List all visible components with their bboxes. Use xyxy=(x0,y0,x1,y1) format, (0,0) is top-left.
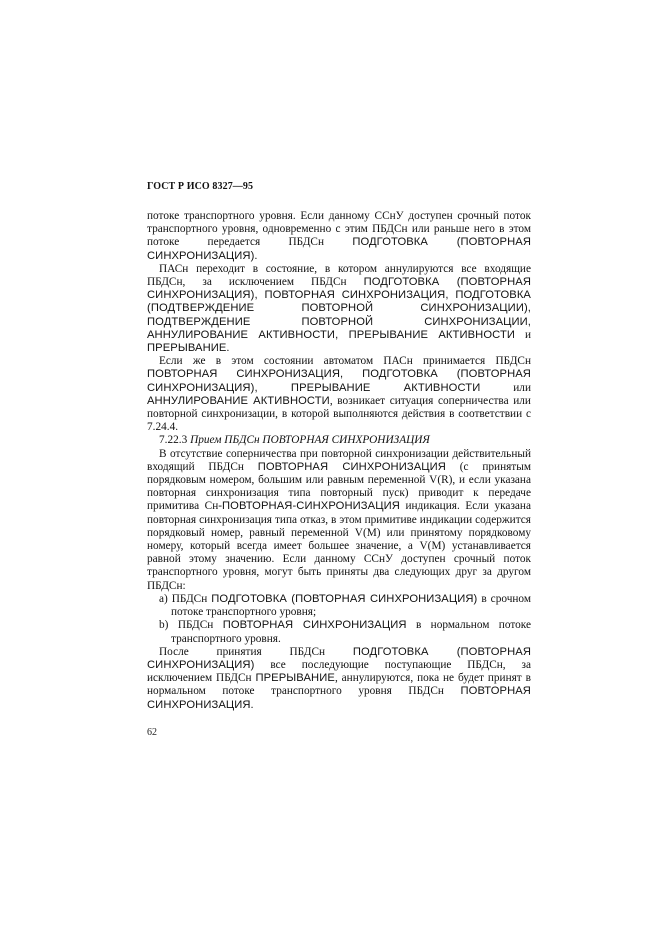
section-number: 7.22.3 xyxy=(159,434,188,447)
caps-term: ПОВТОРНАЯ СИНХРОНИЗАЦИЯ xyxy=(222,619,407,632)
list-marker: a) xyxy=(159,592,168,605)
document-body xyxy=(147,210,531,712)
text-run: в нормальном потоке транспортного уровня. xyxy=(171,619,532,645)
caps-term: АННУЛИРОВАНИЕ АКТИВНОСТИ xyxy=(147,394,330,407)
text-run: , возникает ситуация соперничества или повторной синхронизации, в которой выполняются действия в соответствии с 7.24.4. xyxy=(147,394,531,434)
caps-term: ПОВТОРНАЯ СИНХРОНИЗАЦИЯ xyxy=(257,460,446,473)
paragraph-3 xyxy=(147,355,531,434)
caps-term: ПОДГОТОВКА (ПОВТОРНАЯ СИНХРОНИЗАЦИЯ) xyxy=(211,592,478,605)
paragraph-final xyxy=(147,646,531,712)
text-run: индикация. Если указана повторная синхронизация типа отказ, в этом примитиве индикации содержится порядковый номер, равный переменной V(M) или принятому порядковому номеру, который всегда имеет большее значение, а V(M) устанавливается равной этому значению. Если данному ССнУ доступен срочный поток транспортного уровня, могут быть приняты два следующих друг за другом ПБДСн: xyxy=(147,500,531,592)
text-run: ПБДСн xyxy=(171,592,212,605)
paragraph-4 xyxy=(147,448,531,593)
text-run: или xyxy=(480,381,531,394)
text-run: . xyxy=(226,342,230,355)
list-item xyxy=(147,619,531,645)
caps-term: ПОВТОРНАЯ СИНХРОНИЗАЦИЯ xyxy=(147,685,531,711)
caps-term: ПОДГОТОВКА (ПОВТОРНАЯ СИНХРОНИЗАЦИЯ) xyxy=(147,236,531,262)
list-marker: b) xyxy=(159,619,169,632)
section-title: Прием ПБДСн ПОВТОРНАЯ СИНХРОНИЗАЦИЯ xyxy=(190,434,430,447)
text-run: в срочном потоке транспортного уровня; xyxy=(171,592,532,619)
text-run: потоке транспортного уровня. Если данному ССнУ доступен срочный поток транспортного уровня, одновременно с этим ПБДСн или раньше него в этом потоке передается ПБДСн xyxy=(147,210,531,249)
text-run: (с принятым порядковым номером, большим или равным переменной V(R), и если указана повторная синхронизация типа повторный пуск) приводит к передаче примитива Сн- xyxy=(147,460,531,513)
caps-term: ПРЕРЫВАНИЕ xyxy=(255,672,335,685)
caps-term: ПОДГОТОВКА (ПОВТОРНАЯ СИНХРОНИЗАЦИЯ), ПОВТОРНАЯ СИНХРОНИЗАЦИЯ, ПОДГОТОВКА (ПОДТВЕРЖДЕНИЕ ПОВТОРНОЙ СИНХРОНИЗАЦИИ), ПОДТВЕРЖДЕНИЕ ПОВТОРНОЙ СИНХРОНИЗАЦИИ, АННУЛИРОВАНИЕ АКТИВНОСТИ, ПРЕРЫВАНИЕ АКТИВНОСТИ xyxy=(147,276,532,341)
section-heading xyxy=(147,434,531,447)
paragraph-1 xyxy=(147,210,531,263)
paragraph-2 xyxy=(147,263,531,355)
text-run: и xyxy=(515,328,531,341)
caps-term: ПОДГОТОВКА (ПОВТОРНАЯ СИНХРОНИЗАЦИЯ) xyxy=(147,645,532,671)
caps-term: ПОВТОРНАЯ-СИНХРОНИЗАЦИЯ xyxy=(222,500,400,513)
page-number: 62 xyxy=(147,727,157,738)
document-header: ГОСТ Р ИСО 8327—95 xyxy=(147,181,254,192)
text-run: После принятия ПБДСн xyxy=(159,645,353,658)
text-run: . xyxy=(250,698,254,711)
text-run: все последующие поступающие ПБДСн, за исключением ПБДСн xyxy=(147,658,531,685)
text-run: ПБДСн xyxy=(177,619,223,632)
text-run: , аннулируются, пока не будет принят в нормальном потоке транспортного уровня ПБДСн xyxy=(147,672,531,698)
caps-term: ПРЕРЫВАНИЕ xyxy=(147,342,227,355)
text-run: ПАСн переходит в состояние, в котором аннулируются все входящие ПБДСн, за исключением ПБДСн xyxy=(147,262,531,289)
text-run: . xyxy=(254,249,258,262)
document-page xyxy=(147,180,531,712)
text-run: В отсутствие соперничества при повторной синхронизации действительный входящий ПБДСн xyxy=(147,447,531,473)
list-item xyxy=(147,593,531,619)
caps-term: ПОВТОРНАЯ СИНХРОНИЗАЦИЯ, ПОДГОТОВКА (ПОВТОРНАЯ СИНХРОНИЗАЦИЯ), ПРЕРЫВАНИЕ АКТИВНОСТИ xyxy=(147,368,531,394)
text-run: Если же в этом состоянии автоматом ПАСн принимается ПБДСн xyxy=(159,355,531,368)
